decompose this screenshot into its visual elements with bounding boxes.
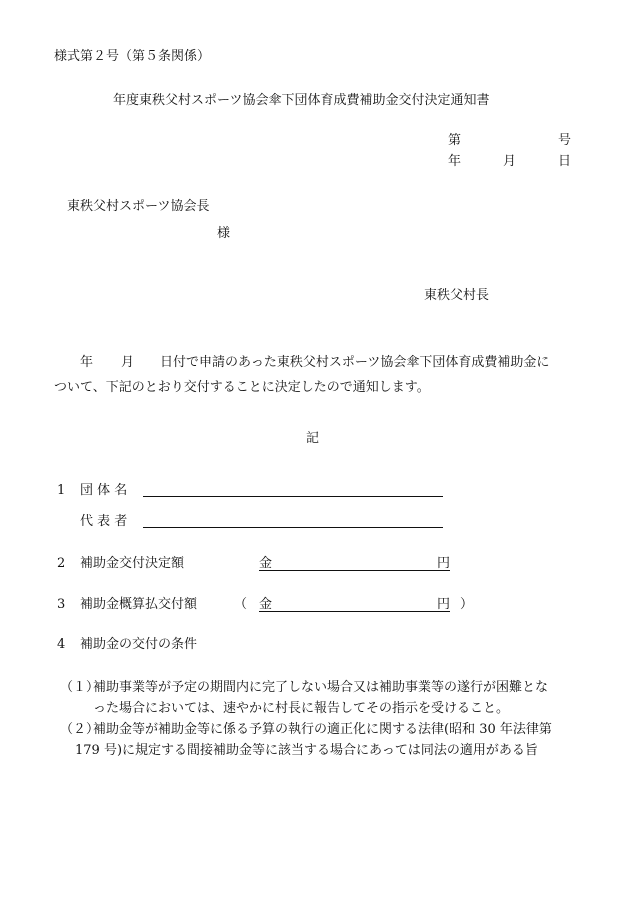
item3-open-paren: （ <box>234 597 248 612</box>
representative-line <box>143 527 443 528</box>
item3-close-paren: ） <box>460 597 474 612</box>
condition-1-marker: （１） <box>60 680 100 695</box>
advance-amount-line <box>259 611 450 612</box>
form-label: 様式第２号（第５条関係） <box>54 49 211 64</box>
date-day: 日 <box>558 154 572 169</box>
condition-1-line1: 補助事業等が予定の期間内に完了しない場合又は補助事業等の遂行が困難とな <box>93 680 549 695</box>
date-year: 年 <box>448 154 462 169</box>
item2-label: 補助金交付決定額 <box>80 556 185 571</box>
condition-2-marker: （２） <box>60 722 100 737</box>
organization-name-line <box>143 496 443 497</box>
notification-body <box>54 344 584 394</box>
recipient-name: 東秩父村スポーツ協会長 <box>67 199 210 214</box>
condition-2-line2: 179 号)に規定する間接補助金等に該当する場合にあっては同法の適用がある旨 <box>75 743 538 758</box>
ki-heading: 記 <box>306 431 320 446</box>
item1-sub-label: 代 表 者 <box>80 514 128 529</box>
body-text-line2: ついて、下記のとおり交付することに決定したので通知します。 <box>54 380 430 395</box>
item1-label: 団 体 名 <box>80 483 128 498</box>
item3-number: 3 <box>57 597 66 612</box>
recipient-honorific: 様 <box>217 226 231 241</box>
item3-yen: 円 <box>437 597 451 612</box>
condition-1-line2: った場合においては、速やかに村長に報告してその指示を受けること。 <box>93 701 510 716</box>
decision-amount-line <box>259 570 450 571</box>
sender-name: 東秩父村長 <box>424 288 490 303</box>
item3-kin: 金 <box>259 597 273 612</box>
item4-label: 補助金の交付の条件 <box>80 637 198 652</box>
item2-kin: 金 <box>259 556 273 571</box>
doc-number-prefix: 第 <box>448 133 462 148</box>
document-title: 年度東秩父村スポーツ協会傘下団体育成費補助金交付決定通知書 <box>113 93 490 108</box>
item2-yen: 円 <box>437 556 451 571</box>
date-month: 月 <box>503 154 517 169</box>
doc-number-suffix: 号 <box>558 133 572 148</box>
item1-number: 1 <box>57 483 66 498</box>
body-text-line1: 日付で申請のあった東秩父村スポーツ協会傘下団体育成費補助金に <box>160 355 550 370</box>
body-year: 年 <box>80 355 94 370</box>
body-month: 月 <box>121 355 135 370</box>
condition-2-line1: 補助金等が補助金等に係る予算の執行の適正化に関する法律(昭和 30 年法律第 <box>93 722 552 737</box>
item3-label: 補助金概算払交付額 <box>80 597 198 612</box>
item2-number: 2 <box>57 556 66 571</box>
item4-number: 4 <box>57 637 66 652</box>
